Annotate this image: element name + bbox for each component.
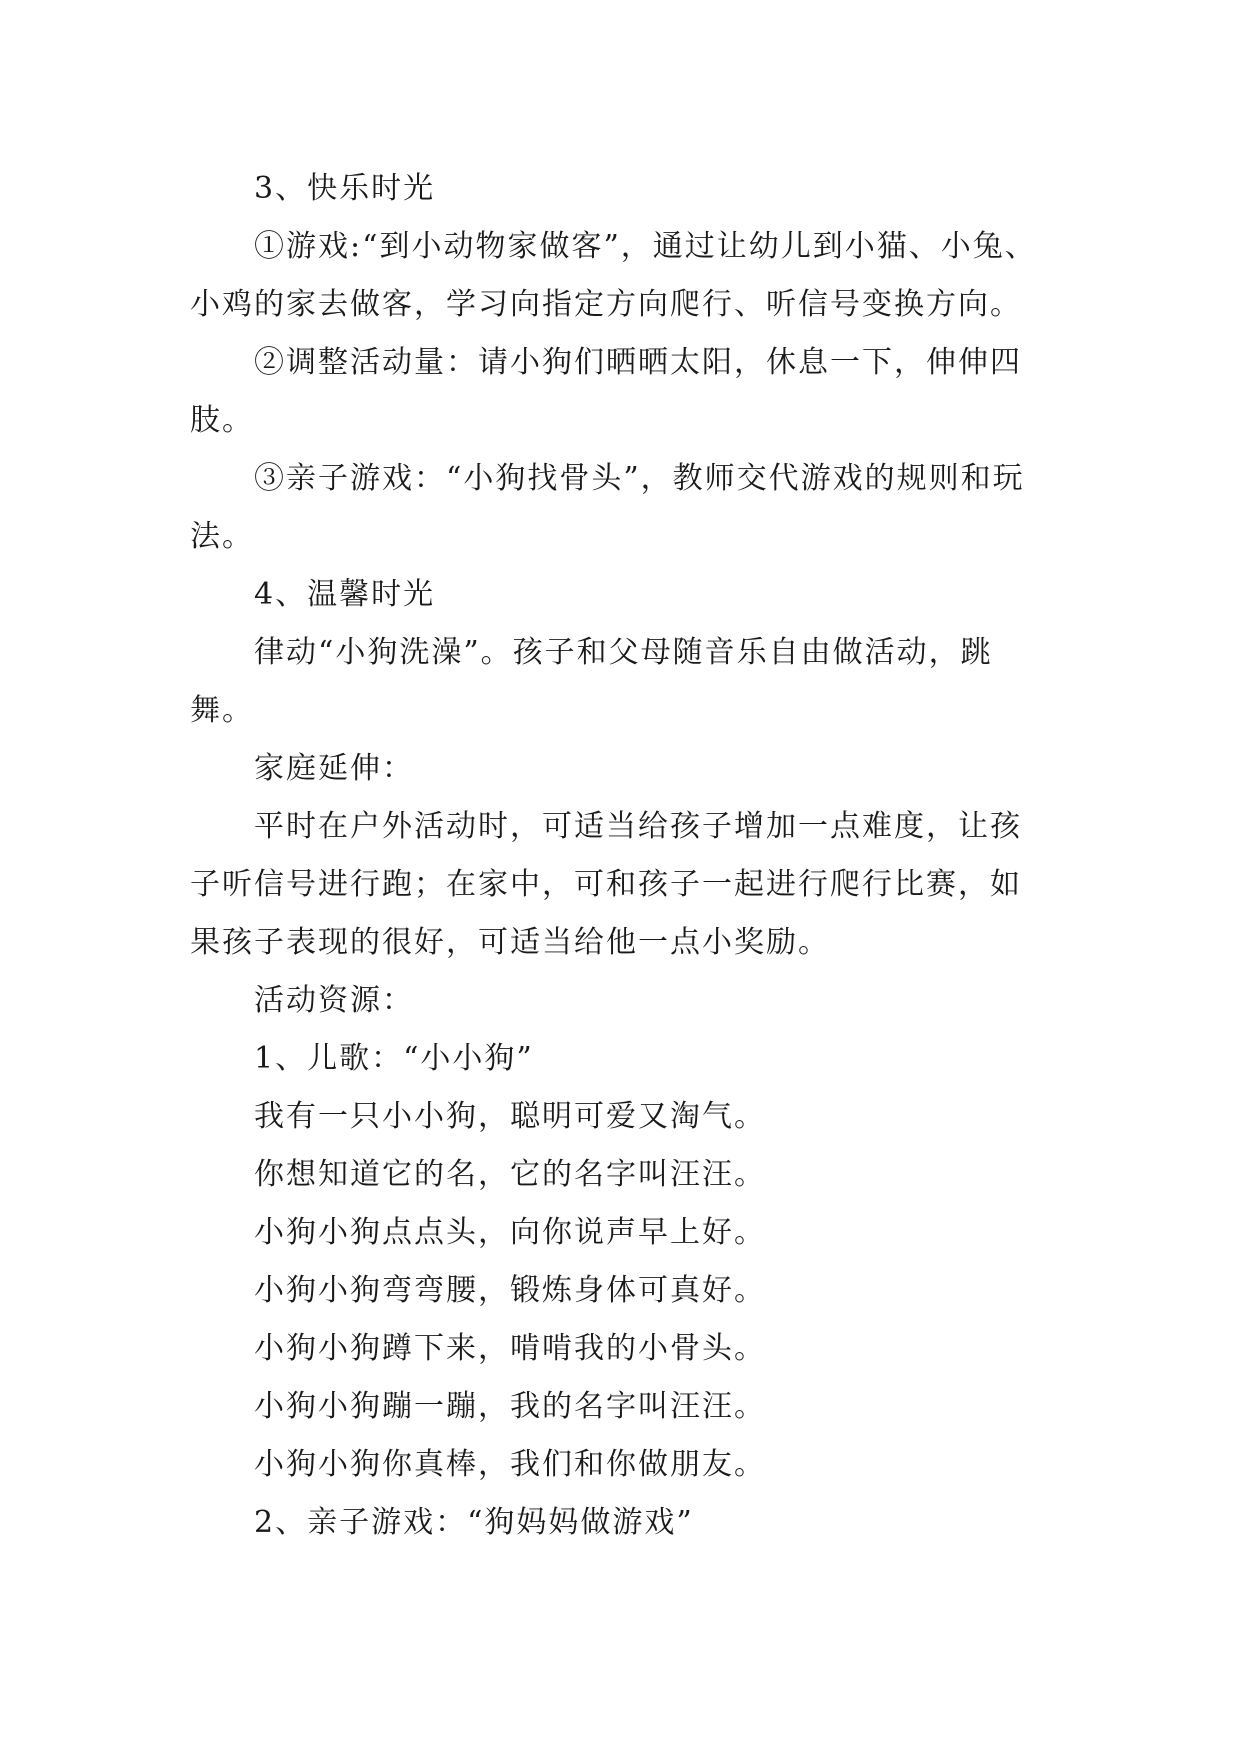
poem-line: 小狗小狗蹲下来，啃啃我的小骨头。 xyxy=(254,1331,766,1366)
paragraph-line: 肢。 xyxy=(190,403,254,438)
poem-line: 我有一只小小狗，聪明可爱又淘气。 xyxy=(254,1099,766,1134)
paragraph-line: 法。 xyxy=(190,519,254,554)
poem-line: 小狗小狗弯弯腰，锻炼身体可真好。 xyxy=(254,1273,766,1308)
paragraph-line: 果孩子表现的很好，可适当给他一点小奖励。 xyxy=(190,925,830,960)
paragraph-line: 平时在户外活动时，可适当给孩子增加一点难度，让孩 xyxy=(254,809,1022,844)
paragraph-line: ②调整活动量：请小狗们晒晒太阳，休息一下，伸伸四 xyxy=(254,345,1022,380)
poem-line: 小狗小狗点点头，向你说声早上好。 xyxy=(254,1215,766,1250)
poem-line: 小狗小狗蹦一蹦，我的名字叫汪汪。 xyxy=(254,1389,766,1424)
heading-family-extension: 家庭延伸： xyxy=(254,751,414,786)
document-body xyxy=(190,160,1075,1552)
paragraph-line: 舞。 xyxy=(190,693,254,728)
heading-parent-child-game: 2、亲子游戏：“狗妈妈做游戏” xyxy=(254,1505,694,1540)
heading-happy-time: 3、快乐时光 xyxy=(254,171,436,206)
paragraph-line: 律动“小狗洗澡”。孩子和父母随音乐自由做活动，跳 xyxy=(254,635,993,670)
heading-warm-time: 4、温馨时光 xyxy=(254,577,436,612)
heading-activity-resources: 活动资源： xyxy=(254,983,414,1018)
paragraph-line: ③亲子游戏：“小狗找骨头”，教师交代游戏的规则和玩 xyxy=(254,461,1025,496)
paragraph-line: ①游戏:“到小动物家做客”，通过让幼儿到小猫、小兔、 xyxy=(254,229,1037,264)
poem-line: 你想知道它的名，它的名字叫汪汪。 xyxy=(254,1157,766,1192)
heading-nursery-rhyme: 1、儿歌：“小小狗” xyxy=(254,1041,534,1076)
paragraph-line: 小鸡的家去做客，学习向指定方向爬行、听信号变换方向。 xyxy=(190,287,1022,322)
poem-line: 小狗小狗你真棒，我们和你做朋友。 xyxy=(254,1447,766,1482)
paragraph-line: 子听信号进行跑；在家中，可和孩子一起进行爬行比赛，如 xyxy=(190,867,1022,902)
